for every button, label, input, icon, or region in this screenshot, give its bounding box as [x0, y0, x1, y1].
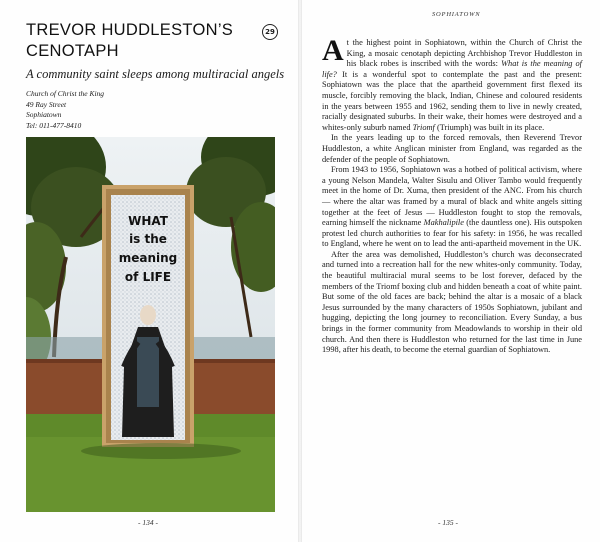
address-line-street: 49 Ray Street: [26, 99, 67, 109]
figure-head: [140, 305, 156, 325]
right-folio: - 135 -: [438, 518, 458, 527]
italic-phrase: What is the meaning of life?: [322, 59, 582, 79]
text-run: t the highest point in Sophiatown, within the Church of Christ the King, a mosaic cenotaph depicting Archbishop Trevor Huddleston in his black robes is inscribed with the words:: [346, 38, 582, 69]
body-paragraph: [322, 165, 582, 250]
page-subtitle: A community saint sleeps among multiracial angels: [26, 67, 285, 81]
italic-phrase: Makhalipile: [423, 218, 464, 228]
cenotaph-photo-illustration: [26, 137, 275, 512]
right-page: [302, 0, 600, 542]
text-run: After the area was demolished, Huddleston’s church was deconsecrated and turned into a recreation hall for the new whites-only community. Today, the beautiful multiracial mural seems to be lost forever, defaced by the members of the Triomf boxing club and hidden beneath a coat of white paint. But some of the old faces are back; behind the altar is a mosaic of a black Jesus surrounded by the many characters of 1950s Sophiatown, jubilant and hugging, depicting the long journey to reconciliation. Every Sunday, a bus brings in the former community from Meadowlands to worship in their old church. And then there is Huddleston who returned for the last time in June 1998, after his death, to become the eternal guardian of Sophiatown.: [322, 249, 582, 355]
address-line-suburb: Sophiatown: [26, 110, 62, 119]
body-paragraph: [322, 250, 582, 356]
left-page: [0, 0, 298, 542]
text-run: (Triumph) was built in its place.: [434, 122, 545, 132]
mosaic-text-line-2: is the: [129, 232, 167, 246]
running-head: SOPHIATOWN: [432, 11, 481, 18]
address-line-venue: Church of Christ the King: [26, 89, 105, 98]
text-run: It is a wonderful spot to contemplate the past and the present: Sophiatown was the place that the apartheid government first flexed its muscle, forcibly removing the black, Indian, Chinese and coloured residents in the years between 1955 and 1962, sending them to live in newly created, racially designated suburbs. In their wake, their homes were destroyed and a whites-only suburb named: [322, 69, 582, 132]
address-line-phone: Tel: 011-477-8410: [26, 120, 82, 130]
address-block: [26, 89, 226, 131]
entry-number-badge: 29: [262, 24, 278, 40]
page-title: TREVOR HUDDLESTON’S CENOTAPH: [26, 21, 234, 60]
mosaic-text-line-4: of LIFE: [124, 270, 172, 284]
body-paragraph: [322, 133, 582, 165]
monument-shadow: [81, 443, 241, 459]
drop-cap: A: [322, 34, 344, 67]
body-paragraph: [322, 34, 582, 133]
text-run: From 1943 to 1956, Sophiatown was a hotbed of political activism, where a young Nelson Mandela, Walter Sisulu and Oliver Tambo would frequently meet in the home of Dr. Xuma, then president of the ANC. From his church — where the altar was framed by a mural of black and white angels sitting together at the feet of Jesus — Huddleston fought to stop the removals, earning himself the nickname: [322, 165, 582, 228]
mosaic-text-line-1: WHAT: [128, 214, 168, 228]
cenotaph-photo: [26, 137, 275, 512]
article-body: [322, 34, 582, 356]
left-folio: - 134 -: [138, 518, 158, 527]
italic-phrase: Triomf: [412, 122, 435, 132]
mosaic-text-line-3: meaning: [118, 251, 178, 265]
text-run: In the years leading up to the forced removals, then Reverend Trevor Huddleston, a white Anglican minister from England, was regarded as the defender of the people of Sophiatown.: [322, 133, 582, 164]
text-run: (the dauntless one). His outspoken protest led church authorities to fear for his safety: in 1956, he was recalled to England, where he went on to lead the anti-apartheid movement in the UK.: [322, 218, 582, 249]
